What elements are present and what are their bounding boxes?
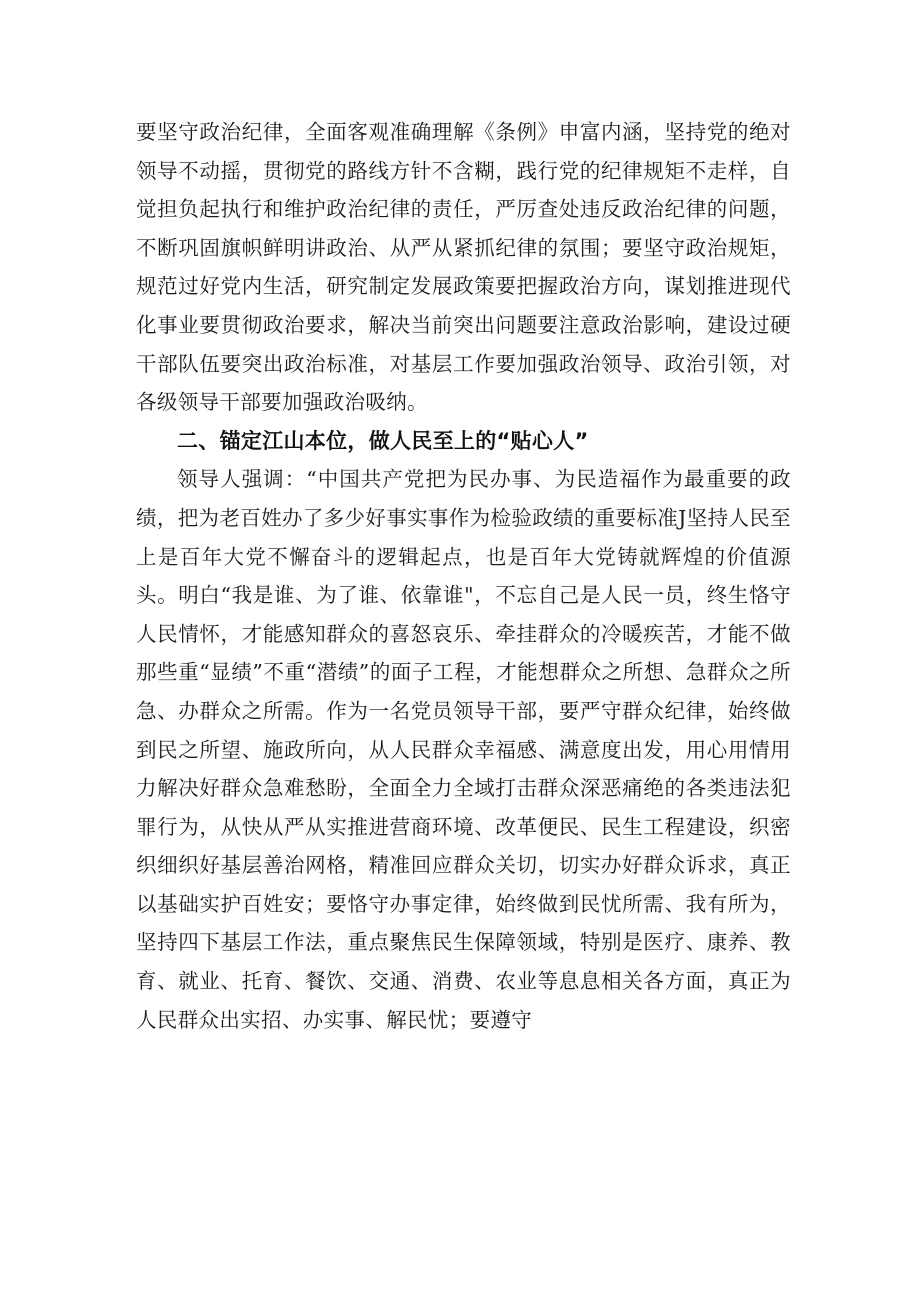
document-body [136,113,791,1039]
section-heading-people-first: 二、锚定江山本位，做人民至上的“贴心人” [177,428,589,453]
body-paragraph-political-discipline: 要坚守政治纪律，全面客观准确理解《条例》申富内涵，坚持党的绝对领导不动摇，贯彻党的路线方针不含糊，践行党的纪律规矩不走样，自觉担负起执行和维护政治纪律的责任，严厉查处违反政治纪律的问题，不断巩固旗帜鲜明讲政治、从严从紧抓纪律的氛围；要坚守政治规矩，规范过好党内生活，研究制定发展政策要把握政治方向，谋划推进现代化事业要贯彻政治要求，解决当前突出问题要注意政治影响，建设过硬干部队伍要突出政治标准，对基层工作要加强政治领导、政治引领，对各级领导干部要加强政治吸纳。 [136,120,791,415]
body-paragraph-people-first: 领导人强调：“中国共产党把为民办事、为民造福作为最重要的政绩，把为老百姓办了多少好事实事作为检验政绩的重要标准J坚持人民至上是百年大党不懈奋斗的逻辑起点，也是百年大党铸就辉煌的价值源头。明白“我是谁、为了谁、依靠谁"，不忘自己是人民一员，终生恪守人民情怀，才能感知群众的喜怒哀乐、牵挂群众的冷暖疾苦，才能不做那些重“显绩”不重“潜绩”的面子工程，才能想群众之所想、急群众之所急、办群众之所需。作为一名党员领导干部，要严守群众纪律，始终做到民之所望、施政所向，从人民群众幸福感、满意度出发，用心用情用力解决好群众急难愁盼，全面全力全域打击群众深恶痛绝的各类违法犯罪行为，从快从严从实推进营商环境、改革便民、民生工程建设，织密织细织好基层善治网格，精准回应群众关切，切实办好群众诉求，真正以基础实护百姓安；要恪守办事定律，始终做到民忧所需、我有所为，坚持四下基层工作法，重点聚焦民生保障领域，特别是医疗、康养、教育、就业、托育、餐饮、交通、消费、农业等息息相关各方面，真正为人民群众出实招、办实事、解民忧；要遵守 [136,467,791,1032]
